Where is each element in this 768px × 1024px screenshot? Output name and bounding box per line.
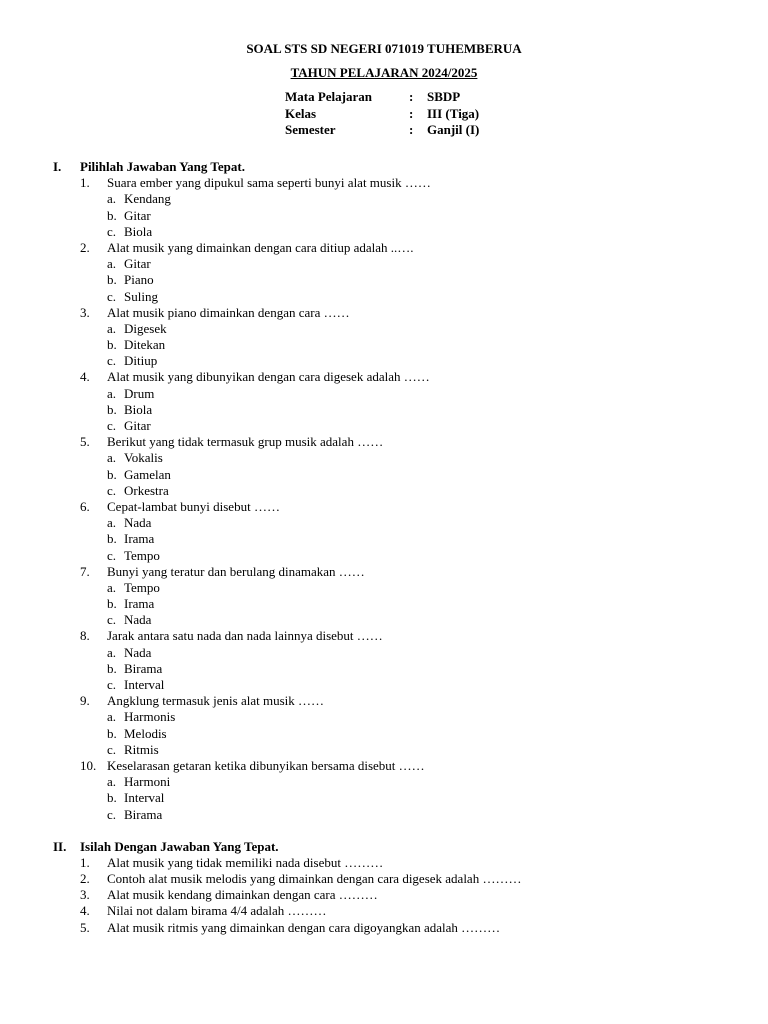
option-text: Interval [124,790,165,806]
answer-option [0,208,768,224]
option-text: Digesek [124,320,167,336]
option-letter: b. [107,272,117,288]
question-number: 5. [80,434,90,450]
question-text: Alat musik yang dibunyikan dengan cara digesek adalah …… [107,369,430,385]
question-text: Berikut yang tidak termasuk grup musik adalah …… [107,434,384,450]
question-number: 3. [80,887,90,903]
option-text: Ritmis [124,741,159,757]
option-text: Ditekan [124,337,166,353]
option-text: Piano [124,272,154,288]
answer-option [0,548,768,564]
meta-value: III (Tiga) [427,105,480,121]
question-text: Alat musik kendang dimainkan dengan cara ……… [107,887,378,903]
section-title: Isilah Dengan Jawaban Yang Tepat. [80,838,279,854]
answer-option [0,483,768,499]
option-text: Biola [124,223,153,239]
answer-option [0,256,768,272]
question-number: 2. [80,239,90,255]
answer-option [0,289,768,305]
option-letter: a. [107,385,117,401]
question-number: 7. [80,563,90,579]
question-item [0,887,768,903]
option-text: Gitar [124,207,151,223]
option-letter: b. [107,790,117,806]
question-item [0,499,768,515]
option-letter: b. [107,531,117,547]
option-letter: a. [107,579,117,595]
option-letter: c. [107,223,117,239]
answer-option [0,709,768,725]
question-item [0,240,768,256]
answer-option [0,677,768,693]
option-text: Ditiup [124,353,158,369]
option-text: Drum [124,385,155,401]
question-text: Jarak antara satu nada dan nada lainnya disebut …… [107,628,383,644]
question-number: 1. [80,854,90,870]
option-letter: c. [107,288,117,304]
option-letter: b. [107,596,117,612]
answer-option [0,742,768,758]
section-heading [0,839,768,855]
option-letter: a. [107,191,117,207]
meta-value: SBDP [427,89,461,104]
option-text: Biola [124,401,153,417]
option-text: Harmonis [124,709,176,725]
option-letter: a. [107,709,117,725]
document-title: SOAL STS SD NEGERI 071019 TUHEMBERUA [246,41,522,56]
question-text: Alat musik yang tidak memiliki nada disebut ……… [107,854,384,870]
meta-value: Ganjil (I) [427,122,480,137]
option-letter: b. [107,337,117,353]
question-item [0,305,768,321]
question-item [0,564,768,580]
option-letter: b. [107,401,117,417]
option-text: Birama [124,660,163,676]
answer-option [0,790,768,806]
question-number: 2. [80,871,90,887]
question-text: Suara ember yang dipukul sama seperti bunyi alat musik …… [107,175,431,191]
option-text: Kendang [124,191,171,207]
option-letter: a. [107,644,117,660]
option-text: Nada [124,644,152,660]
question-item [0,758,768,774]
option-letter: b. [107,725,117,741]
answer-option [0,645,768,661]
option-letter: c. [107,353,117,369]
option-letter: a. [107,450,117,466]
question-text: Bunyi yang teratur dan berulang dinamakan …… [107,563,365,579]
answer-option [0,612,768,628]
question-number: 9. [80,693,90,709]
option-letter: a. [107,774,117,790]
question-number: 6. [80,498,90,514]
answer-option [0,661,768,677]
question-number: 4. [80,369,90,385]
option-text: Gitar [124,418,151,433]
answer-option [0,321,768,337]
question-list [0,175,768,823]
question-item [0,434,768,450]
option-letter: b. [107,660,117,676]
question-text: Cepat-lambat bunyi disebut …… [107,498,280,514]
option-letter: b. [107,207,117,223]
answer-option [0,386,768,402]
question-item [0,693,768,709]
option-text: Gamelan [124,466,171,482]
answer-option [0,726,768,742]
option-text: Vokalis [124,450,163,466]
question-text: Alat musik ritmis yang dimainkan dengan cara digoyangkan adalah ……… [107,919,501,935]
option-text: Interval [124,677,165,692]
option-text: Suling [124,288,158,304]
answer-option [0,531,768,547]
option-letter: a. [107,320,117,336]
option-text: Irama [124,596,155,612]
option-letter: c. [107,482,117,498]
option-text: Irama [124,531,155,547]
question-item [0,855,768,871]
question-item [0,628,768,644]
section-multiple-choice [0,159,768,936]
question-text: Alat musik yang dimainkan dengan cara ditiup adalah ..…. [107,239,414,255]
question-number: 4. [80,903,90,919]
answer-option [0,337,768,353]
answer-option [0,272,768,288]
meta-label: Kelas [285,105,317,121]
answer-option [0,596,768,612]
question-item [0,920,768,936]
question-text: Alat musik piano dimainkan dengan cara …… [107,304,350,320]
document-subtitle [0,65,768,81]
question-item [0,871,768,887]
question-text: Contoh alat musik melodis yang dimainkan dengan cara digesek adalah ……… [107,871,522,887]
answer-option [0,807,768,823]
answer-option [0,580,768,596]
option-letter: a. [107,256,117,272]
option-text: Gitar [124,256,151,272]
question-text: Angklung termasuk jenis alat musik …… [107,693,325,709]
meta-colon: : [409,89,414,104]
option-letter: c. [107,677,117,692]
answer-option [0,353,768,369]
question-item [0,369,768,385]
option-text: Tempo [124,547,160,563]
question-item [0,903,768,919]
option-text: Tempo [124,579,160,595]
option-text: Birama [124,806,163,822]
meta-label: Mata Pelajaran [285,89,373,104]
section-heading [0,159,768,175]
answer-option [0,450,768,466]
answer-option [0,418,768,434]
option-letter: a. [107,515,117,531]
question-number: 8. [80,628,90,644]
meta-colon: : [409,105,414,121]
section-number: I. [53,159,62,174]
answer-option [0,774,768,790]
answer-option [0,402,768,418]
question-text: Nilai not dalam birama 4/4 adalah ……… [107,903,327,919]
question-number: 1. [80,175,90,191]
meta-label: Semester [285,122,336,137]
question-number: 10. [80,757,97,773]
meta-colon: : [409,122,414,137]
question-text: Keselarasan getaran ketika dibunyikan bersama disebut …… [107,757,425,773]
option-text: Nada [124,515,152,531]
option-text: Nada [124,612,152,628]
option-text: Orkestra [124,482,169,498]
question-item [0,175,768,191]
section-title: Pilihlah Jawaban Yang Tepat. [80,159,245,174]
section-number: II. [53,838,67,854]
option-letter: c. [107,806,117,822]
answer-option [0,467,768,483]
option-text: Harmoni [124,774,171,790]
answer-option [0,224,768,240]
option-letter: b. [107,466,117,482]
school-year: TAHUN PELAJARAN 2024/2025 [290,65,478,80]
option-letter: c. [107,418,117,433]
question-number: 3. [80,304,90,320]
section-gap [0,823,768,839]
answer-option [0,191,768,207]
option-letter: c. [107,547,117,563]
answer-option [0,515,768,531]
option-letter: c. [107,741,117,757]
option-text: Melodis [124,725,167,741]
option-letter: c. [107,612,117,628]
question-list [0,855,768,936]
question-number: 5. [80,919,90,935]
